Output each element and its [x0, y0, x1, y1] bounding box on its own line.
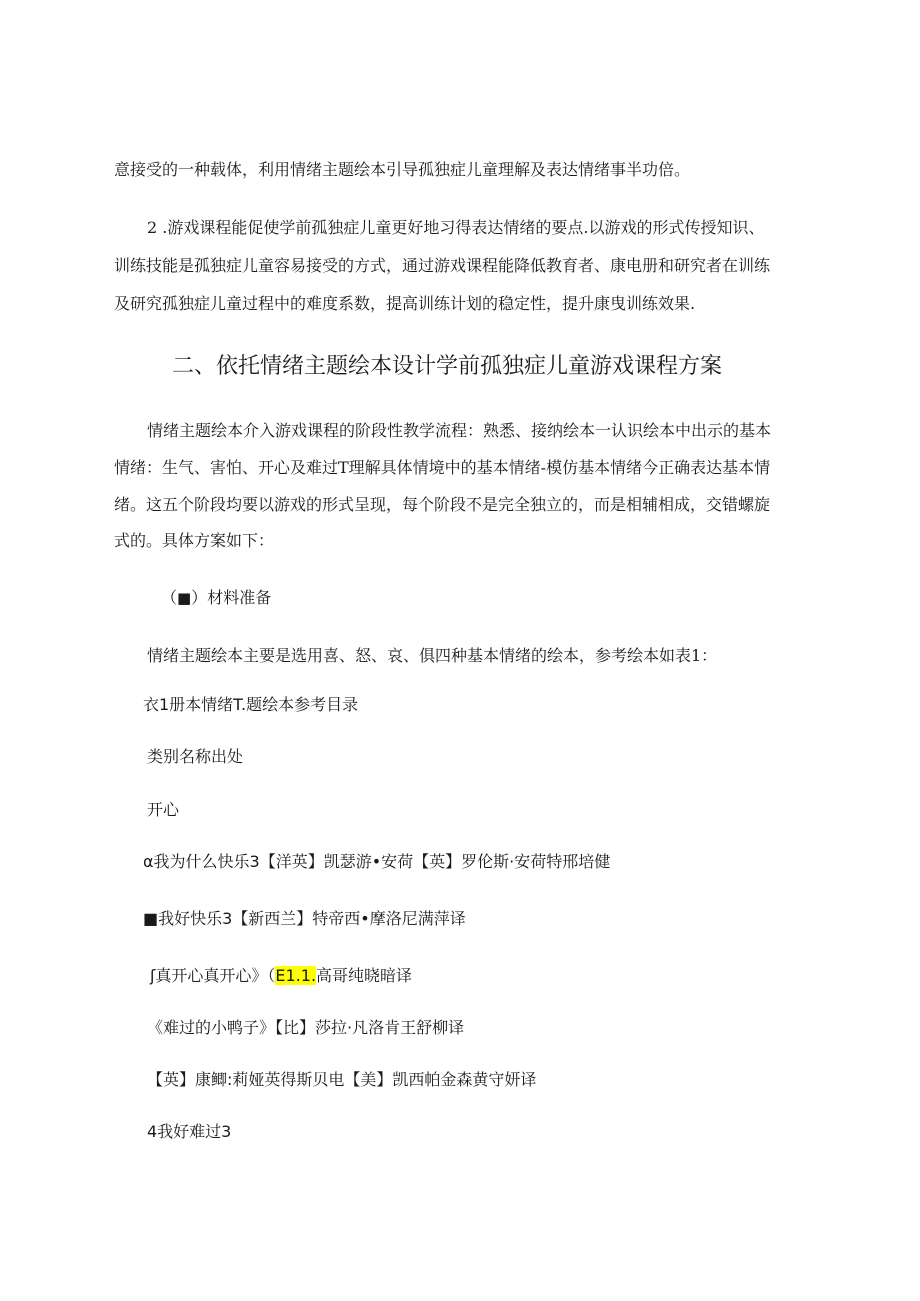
highlighted-text: E1.1.: [275, 966, 317, 985]
section-heading: 二、依托情绪主题绘本设计学前孤独症儿童游戏课程方案: [172, 354, 723, 379]
subheading-materials: [161, 588, 271, 608]
subheading-text: ）材料准备: [191, 588, 272, 607]
book-entry: α我为什么快乐3【洋英】凯瑟游•安荷【英】罗伦斯·安荷特邢培健: [143, 852, 611, 871]
book-entry: 【英】康鲫:莉娅英得斯贝电【美】凯西帕金森黄守妍译: [147, 1070, 537, 1089]
paragraph-2-line-1: 2 .游戏课程能促使学前孤独症儿童更好地习得表达情绪的要点.以游戏的形式传授知识、: [147, 218, 765, 237]
paragraph-2-line-2: 训练技能是孤独症儿童容易接受的方式，通过游戏课程能降低教育者、康电册和研究者在训练: [114, 256, 771, 275]
table-caption: 衣1册本情绪T.题绘本参考目录: [143, 695, 359, 714]
paragraph-3-line-2: 情绪：生气、害怕、开心及难过T理解具体情境中的基本情绪-模仿基本情绪今正确表达基本情: [114, 458, 771, 477]
entry-text: ʃ真开心真开心》（: [150, 966, 276, 985]
book-entry: 4我好难过3: [147, 1122, 232, 1141]
paragraph-1-line-1: 意接受的一种载体，利用情绪主题绘本引导孤独症儿童理解及表达情绪事半功倍。: [114, 160, 691, 179]
subheading-prefix: （: [161, 588, 178, 607]
paragraph-2-line-3: 及研究孤独症儿童过程中的难度系数，提高训练计划的稳定性，提升康曳训练效果.: [114, 294, 696, 313]
book-entry: ■我好快乐3【新西兰】特帝西•摩洛尼满萍译: [143, 909, 466, 928]
entry-text: 高哥纯晓暗译: [316, 966, 413, 985]
category-label: 开心: [147, 800, 180, 819]
table-header: 类别名称出处: [147, 747, 244, 766]
paragraph-3-line-1: 情绪主题绘本介入游戏课程的阶段性教学流程：熟悉、接纳绘本一认识绘本中出示的基本: [147, 421, 772, 440]
square-bullet-icon: ■: [177, 589, 192, 607]
paragraph-3-line-3: 绪。这五个阶段均要以游戏的形式呈现，每个阶段不是完全独立的，而是相辅相成，交错螺旋: [114, 495, 771, 514]
paragraph-4-line-1: 情绪主题绘本主要是选用喜、怒、哀、俱四种基本情绪的绘本，参考绘本如表1：: [147, 646, 718, 665]
book-entry: 《难过的小鸭子》【比】莎拉·凡洛肯王舒柳译: [147, 1018, 465, 1037]
paragraph-3-line-4: 式的。具体方案如下：: [114, 531, 275, 550]
book-entry: [150, 966, 412, 986]
